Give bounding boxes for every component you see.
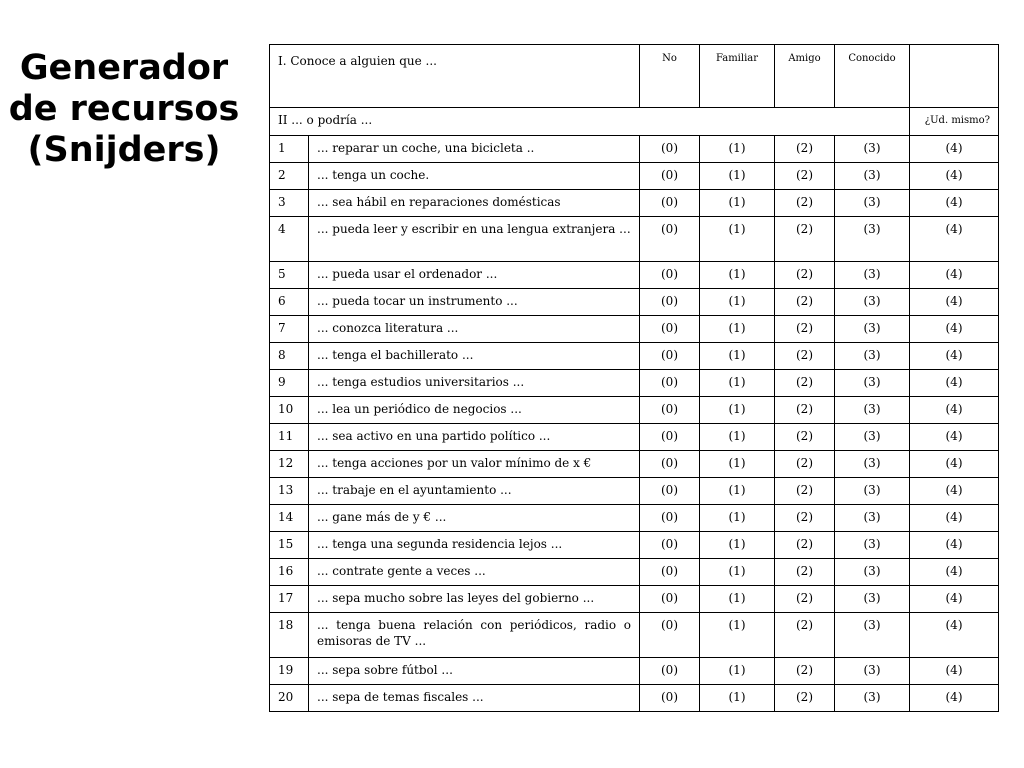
option-self: (4) xyxy=(910,658,999,685)
slide-title-line-1: Generador xyxy=(19,48,229,88)
option-amigo: (2) xyxy=(775,586,835,613)
table-row xyxy=(270,397,999,424)
item-number: 3 xyxy=(270,190,309,217)
item-number: 19 xyxy=(270,658,309,685)
option-amigo: (2) xyxy=(775,343,835,370)
slide-title-line-3: (Snijders) xyxy=(27,130,221,170)
option-amigo: (2) xyxy=(775,190,835,217)
option-no: (0) xyxy=(640,532,700,559)
section-1-label: I. Conoce a alguien que ... xyxy=(270,45,640,108)
option-amigo: (2) xyxy=(775,424,835,451)
item-number: 5 xyxy=(270,262,309,289)
item-number: 1 xyxy=(270,136,309,163)
option-conocido: (3) xyxy=(835,163,910,190)
column-header-no: No xyxy=(640,45,700,108)
option-familiar: (1) xyxy=(700,316,775,343)
item-number: 2 xyxy=(270,163,309,190)
option-no: (0) xyxy=(640,397,700,424)
option-no: (0) xyxy=(640,370,700,397)
option-amigo: (2) xyxy=(775,658,835,685)
item-question: ... pueda leer y escribir en una lengua extranjera ... xyxy=(309,217,640,262)
table-row xyxy=(270,370,999,397)
column-header-familiar: Familiar xyxy=(700,45,775,108)
item-question: ... tenga una segunda residencia lejos ... xyxy=(309,532,640,559)
option-amigo: (2) xyxy=(775,397,835,424)
option-amigo: (2) xyxy=(775,559,835,586)
option-familiar: (1) xyxy=(700,343,775,370)
option-self: (4) xyxy=(910,370,999,397)
item-number: 9 xyxy=(270,370,309,397)
option-self: (4) xyxy=(910,478,999,505)
item-question: ... conozca literatura ... xyxy=(309,316,640,343)
option-no: (0) xyxy=(640,478,700,505)
item-question: ... tenga acciones por un valor mínimo de x € xyxy=(309,451,640,478)
option-familiar: (1) xyxy=(700,613,775,658)
item-question: ... trabaje en el ayuntamiento ... xyxy=(309,478,640,505)
column-header-amigo: Amigo xyxy=(775,45,835,108)
option-self: (4) xyxy=(910,613,999,658)
item-question: ... tenga estudios universitarios ... xyxy=(309,370,640,397)
header-row-section-1 xyxy=(270,45,999,108)
option-amigo: (2) xyxy=(775,262,835,289)
table-row xyxy=(270,316,999,343)
option-no: (0) xyxy=(640,316,700,343)
option-conocido: (3) xyxy=(835,397,910,424)
option-self: (4) xyxy=(910,685,999,712)
option-conocido: (3) xyxy=(835,658,910,685)
option-no: (0) xyxy=(640,217,700,262)
table-row xyxy=(270,163,999,190)
table-row xyxy=(270,559,999,586)
option-no: (0) xyxy=(640,136,700,163)
resource-generator-table xyxy=(269,44,999,712)
table-row xyxy=(270,217,999,262)
option-conocido: (3) xyxy=(835,370,910,397)
option-no: (0) xyxy=(640,685,700,712)
table-row xyxy=(270,658,999,685)
option-self: (4) xyxy=(910,289,999,316)
option-familiar: (1) xyxy=(700,658,775,685)
option-conocido: (3) xyxy=(835,217,910,262)
option-familiar: (1) xyxy=(700,586,775,613)
item-number: 11 xyxy=(270,424,309,451)
option-amigo: (2) xyxy=(775,217,835,262)
option-familiar: (1) xyxy=(700,217,775,262)
option-no: (0) xyxy=(640,424,700,451)
item-question: ... sea activo en una partido político ... xyxy=(309,424,640,451)
option-amigo: (2) xyxy=(775,478,835,505)
table-row xyxy=(270,685,999,712)
item-number: 6 xyxy=(270,289,309,316)
item-number: 13 xyxy=(270,478,309,505)
slide-title xyxy=(6,48,242,171)
table-row xyxy=(270,289,999,316)
option-familiar: (1) xyxy=(700,505,775,532)
option-amigo: (2) xyxy=(775,685,835,712)
option-self: (4) xyxy=(910,451,999,478)
option-conocido: (3) xyxy=(835,316,910,343)
item-question: ... sepa mucho sobre las leyes del gobierno ... xyxy=(309,586,640,613)
item-number: 15 xyxy=(270,532,309,559)
table-row xyxy=(270,343,999,370)
option-conocido: (3) xyxy=(835,262,910,289)
item-question: ... contrate gente a veces ... xyxy=(309,559,640,586)
option-no: (0) xyxy=(640,613,700,658)
option-familiar: (1) xyxy=(700,478,775,505)
option-familiar: (1) xyxy=(700,685,775,712)
item-number: 10 xyxy=(270,397,309,424)
item-number: 20 xyxy=(270,685,309,712)
option-conocido: (3) xyxy=(835,451,910,478)
table-row xyxy=(270,262,999,289)
item-question: ... tenga un coche. xyxy=(309,163,640,190)
option-amigo: (2) xyxy=(775,370,835,397)
option-familiar: (1) xyxy=(700,559,775,586)
item-number: 7 xyxy=(270,316,309,343)
option-amigo: (2) xyxy=(775,136,835,163)
option-conocido: (3) xyxy=(835,559,910,586)
option-self: (4) xyxy=(910,190,999,217)
option-no: (0) xyxy=(640,262,700,289)
option-familiar: (1) xyxy=(700,532,775,559)
option-self: (4) xyxy=(910,424,999,451)
item-question: ... sepa de temas fiscales ... xyxy=(309,685,640,712)
option-amigo: (2) xyxy=(775,613,835,658)
option-no: (0) xyxy=(640,658,700,685)
option-amigo: (2) xyxy=(775,163,835,190)
option-conocido: (3) xyxy=(835,685,910,712)
option-self: (4) xyxy=(910,343,999,370)
option-amigo: (2) xyxy=(775,289,835,316)
table-row xyxy=(270,478,999,505)
option-familiar: (1) xyxy=(700,190,775,217)
option-conocido: (3) xyxy=(835,505,910,532)
option-no: (0) xyxy=(640,163,700,190)
item-number: 18 xyxy=(270,613,309,658)
option-amigo: (2) xyxy=(775,505,835,532)
section-2-label: II ... o podría ... xyxy=(270,108,910,136)
option-conocido: (3) xyxy=(835,532,910,559)
item-number: 8 xyxy=(270,343,309,370)
item-number: 12 xyxy=(270,451,309,478)
table-row xyxy=(270,532,999,559)
slide-title-line-2: de recursos xyxy=(8,89,240,129)
option-self: (4) xyxy=(910,136,999,163)
option-amigo: (2) xyxy=(775,316,835,343)
option-conocido: (3) xyxy=(835,289,910,316)
option-conocido: (3) xyxy=(835,586,910,613)
option-familiar: (1) xyxy=(700,163,775,190)
table-row xyxy=(270,505,999,532)
option-amigo: (2) xyxy=(775,532,835,559)
item-number: 17 xyxy=(270,586,309,613)
item-question: ... sepa sobre fútbol ... xyxy=(309,658,640,685)
option-no: (0) xyxy=(640,289,700,316)
option-conocido: (3) xyxy=(835,424,910,451)
option-familiar: (1) xyxy=(700,370,775,397)
option-familiar: (1) xyxy=(700,397,775,424)
table-row xyxy=(270,451,999,478)
option-self: (4) xyxy=(910,586,999,613)
option-no: (0) xyxy=(640,343,700,370)
table-row xyxy=(270,424,999,451)
item-question: ... reparar un coche, una bicicleta .. xyxy=(309,136,640,163)
option-conocido: (3) xyxy=(835,478,910,505)
option-no: (0) xyxy=(640,451,700,478)
item-question: ... tenga el bachillerato ... xyxy=(309,343,640,370)
item-number: 4 xyxy=(270,217,309,262)
column-header-self: ¿Ud. mismo? xyxy=(910,108,999,136)
option-familiar: (1) xyxy=(700,136,775,163)
item-number: 14 xyxy=(270,505,309,532)
item-number: 16 xyxy=(270,559,309,586)
item-question: ... pueda usar el ordenador ... xyxy=(309,262,640,289)
option-self: (4) xyxy=(910,559,999,586)
option-no: (0) xyxy=(640,559,700,586)
table-row xyxy=(270,190,999,217)
option-conocido: (3) xyxy=(835,190,910,217)
option-familiar: (1) xyxy=(700,424,775,451)
item-question: ... pueda tocar un instrumento ... xyxy=(309,289,640,316)
column-header-blank xyxy=(910,45,999,108)
option-self: (4) xyxy=(910,397,999,424)
item-question: ... sea hábil en reparaciones domésticas xyxy=(309,190,640,217)
item-question: ... tenga buena relación con periódicos, radio o emisoras de TV ... xyxy=(309,613,640,658)
column-header-conocido: Conocido xyxy=(835,45,910,108)
option-conocido: (3) xyxy=(835,343,910,370)
option-self: (4) xyxy=(910,217,999,262)
option-conocido: (3) xyxy=(835,136,910,163)
option-familiar: (1) xyxy=(700,451,775,478)
item-question: ... gane más de y € ... xyxy=(309,505,640,532)
option-amigo: (2) xyxy=(775,451,835,478)
option-self: (4) xyxy=(910,316,999,343)
option-no: (0) xyxy=(640,505,700,532)
option-familiar: (1) xyxy=(700,262,775,289)
option-familiar: (1) xyxy=(700,289,775,316)
table-row xyxy=(270,613,999,658)
header-row-section-2 xyxy=(270,108,999,136)
option-self: (4) xyxy=(910,163,999,190)
option-no: (0) xyxy=(640,586,700,613)
table-row xyxy=(270,136,999,163)
table-row xyxy=(270,586,999,613)
option-self: (4) xyxy=(910,505,999,532)
option-self: (4) xyxy=(910,262,999,289)
item-question: ... lea un periódico de negocios ... xyxy=(309,397,640,424)
option-conocido: (3) xyxy=(835,613,910,658)
option-self: (4) xyxy=(910,532,999,559)
option-no: (0) xyxy=(640,190,700,217)
